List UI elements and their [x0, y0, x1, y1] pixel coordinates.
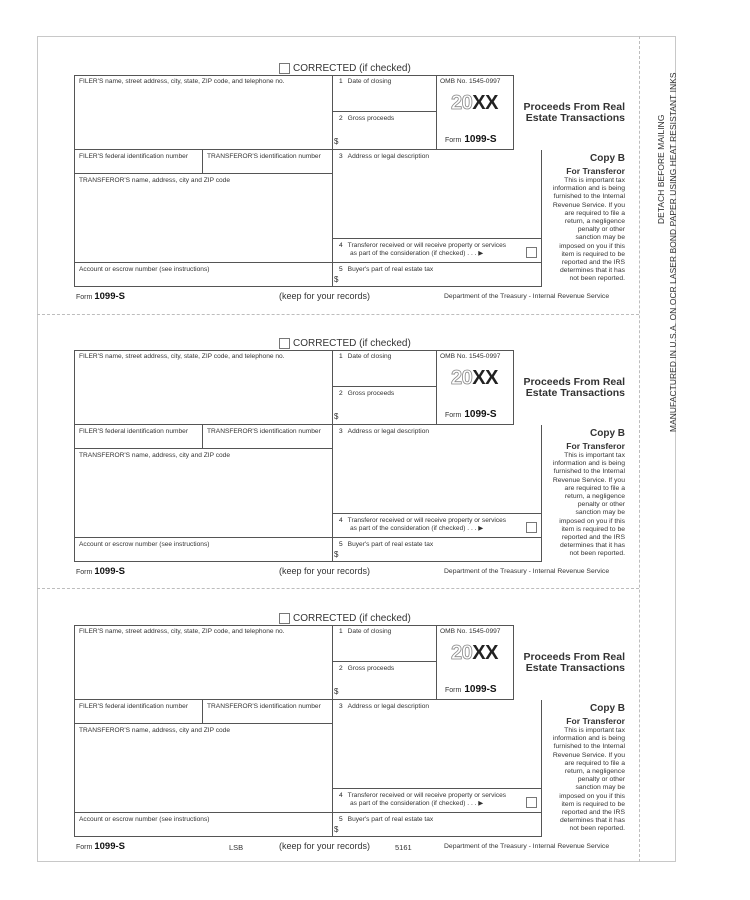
notice-line: furnished to the Internal — [553, 193, 625, 201]
tax-year — [451, 92, 498, 114]
box4-label-line-1: Transferor received or will receive property or services — [347, 242, 507, 249]
box1-date-of-closing[interactable] — [333, 75, 437, 112]
omb-year-box — [437, 625, 514, 700]
footer-keep-records: (keep for your records) — [279, 566, 371, 576]
year-suffix: XX — [472, 92, 498, 114]
horizontal-perforation-1 — [37, 314, 639, 315]
copy-b-notice — [542, 152, 625, 284]
corrected-checkbox[interactable] — [279, 338, 290, 349]
box1-number: 1 — [339, 353, 343, 360]
filer-name-label: FILER'S name, street address, city, state, ZIP code, and telephone no. — [79, 78, 285, 85]
form-word: Form — [445, 412, 462, 419]
tax-notice-text — [542, 452, 625, 559]
box5-dollar-sign: $ — [334, 275, 339, 284]
detach-notice: DETACH BEFORE MAILING — [656, 114, 666, 224]
form-number: 1099-S — [464, 684, 497, 695]
notice-line: not been reported. — [569, 825, 625, 833]
footer-form-id — [76, 291, 125, 302]
box3-address[interactable] — [333, 700, 542, 789]
footer-form-number: 1099-S — [94, 841, 125, 852]
year-prefix: 20 — [451, 642, 473, 664]
box1-date-of-closing[interactable] — [333, 625, 437, 662]
filer-name-label: FILER'S name, street address, city, state, ZIP code, and telephone no. — [79, 628, 285, 635]
footer-department: Department of the Treasury - Internal Revenue Service — [444, 293, 610, 300]
account-label: Account or escrow number (see instructions) — [79, 816, 210, 823]
title-line-1: Proceeds From Real — [523, 101, 625, 113]
account-label: Account or escrow number (see instructions) — [79, 541, 210, 548]
corrected-checkbox-row[interactable] — [279, 612, 411, 625]
box5-dollar-sign: $ — [334, 550, 339, 559]
tax-notice-text — [542, 177, 625, 284]
box5-label: Buyer's part of real estate tax — [347, 541, 434, 548]
notice-line: sanction may be — [575, 784, 625, 792]
box2-label: Gross proceeds — [347, 115, 395, 122]
box3-label: Address or legal description — [347, 703, 430, 710]
notice-line: sanction may be — [575, 509, 625, 517]
box2-label: Gross proceeds — [347, 390, 395, 397]
box1-label: Date of closing — [347, 628, 392, 635]
filer-fid-box[interactable] — [74, 425, 203, 449]
footer-form-word: Form — [76, 569, 93, 576]
form-word: Form — [445, 137, 462, 144]
notice-line: determines that it has — [560, 817, 625, 825]
copy-label: Copy B — [590, 153, 625, 164]
corrected-label: CORRECTED (if checked) — [293, 63, 411, 74]
box3-address[interactable] — [333, 425, 542, 514]
footer-form-id — [76, 566, 125, 577]
year-prefix: 20 — [451, 92, 473, 114]
filer-name-label: FILER'S name, street address, city, state, ZIP code, and telephone no. — [79, 353, 285, 360]
form-id — [445, 686, 497, 695]
footer-form-word: Form — [76, 844, 93, 851]
box4-checkbox[interactable] — [526, 797, 537, 808]
form-number: 1099-S — [464, 409, 497, 420]
notice-line: item is required to be — [561, 525, 625, 533]
omb-year-box — [437, 350, 514, 425]
footer-form-id — [76, 841, 125, 852]
box2-number: 2 — [339, 665, 343, 672]
notice-line: furnished to the Internal — [553, 468, 625, 476]
transferor-name-label: TRANSFEROR'S name, address, city and ZIP code — [79, 452, 231, 459]
notice-line: information and is being — [552, 735, 625, 743]
year-prefix: 20 — [451, 367, 473, 389]
notice-line: imposed on you if this — [559, 242, 625, 250]
corrected-label: CORRECTED (if checked) — [293, 613, 411, 624]
box5-label: Buyer's part of real estate tax — [347, 266, 434, 273]
box4-number: 4 — [339, 792, 343, 799]
footer-form-number: 1099-S — [94, 566, 125, 577]
filer-fid-box[interactable] — [74, 700, 203, 724]
notice-line: reported and the IRS — [561, 809, 625, 817]
copy-label: Copy B — [590, 703, 625, 714]
notice-line: reported and the IRS — [561, 259, 625, 267]
footer-lsb: LSB — [229, 843, 244, 852]
transferor-name-box[interactable] — [74, 449, 333, 538]
notice-line: information and is being — [552, 185, 625, 193]
box2-gross-proceeds[interactable] — [333, 662, 437, 700]
box2-dollar-sign: $ — [334, 137, 339, 146]
box1-label: Date of closing — [347, 353, 392, 360]
box4-label-line-1: Transferor received or will receive property or services — [347, 792, 507, 799]
omb-number: OMB No. 1545-0997 — [440, 353, 501, 360]
notice-line: sanction may be — [575, 234, 625, 242]
corrected-checkbox-row[interactable] — [279, 62, 411, 75]
box5-number: 5 — [339, 266, 343, 273]
notice-line: This is important tax — [564, 727, 625, 734]
copy-b-notice — [542, 702, 625, 834]
omb-year-box — [437, 75, 514, 150]
form-copy-2 — [74, 337, 629, 587]
box2-dollar-sign: $ — [334, 412, 339, 421]
account-number-box[interactable] — [74, 813, 333, 837]
transferor-name-box[interactable] — [74, 724, 333, 813]
filer-fid-box[interactable] — [74, 150, 203, 174]
notice-line: information and is being — [552, 460, 625, 468]
transferor-id-box[interactable] — [203, 425, 333, 449]
transferor-id-box[interactable] — [203, 700, 333, 724]
transferor-name-box[interactable] — [74, 174, 333, 263]
notice-line: return, a negligence — [564, 218, 625, 226]
box4-label-line-2: as part of the consideration (if checked) . . . ▶ — [350, 525, 484, 532]
box1-number: 1 — [339, 628, 343, 635]
box4-checkbox[interactable] — [526, 247, 537, 258]
box5-buyers-tax[interactable] — [333, 538, 542, 562]
tax-year — [451, 367, 498, 389]
box3-label: Address or legal description — [347, 428, 430, 435]
transferor-id-box[interactable] — [203, 150, 333, 174]
box2-number: 2 — [339, 390, 343, 397]
box3-number: 3 — [339, 703, 343, 710]
transferor-id-label: TRANSFEROR'S identification number — [207, 428, 321, 435]
box4-number: 4 — [339, 242, 343, 249]
transferor-id-label: TRANSFEROR'S identification number — [207, 703, 321, 710]
account-number-box[interactable] — [74, 538, 333, 562]
tax-year — [451, 642, 498, 664]
filer-name-box[interactable] — [74, 350, 333, 425]
notice-line: This is important tax — [564, 177, 625, 184]
omb-number: OMB No. 1545-0997 — [440, 78, 501, 85]
footer-department: Department of the Treasury - Internal Revenue Service — [444, 568, 610, 575]
box5-label: Buyer's part of real estate tax — [347, 816, 434, 823]
transferor-name-label: TRANSFEROR'S name, address, city and ZIP code — [79, 177, 231, 184]
title-line-1: Proceeds From Real — [523, 651, 625, 663]
notice-line: This is important tax — [564, 452, 625, 459]
box1-date-of-closing[interactable] — [333, 350, 437, 387]
copy-subtitle: For Transferor — [566, 166, 625, 176]
box5-buyers-tax[interactable] — [333, 263, 542, 287]
filer-name-box[interactable] — [74, 75, 333, 150]
box3-number: 3 — [339, 153, 343, 160]
notice-line: Revenue Service. If you — [552, 751, 625, 759]
title-line-2: Estate Transactions — [525, 387, 625, 399]
notice-line: are required to file a — [564, 484, 625, 492]
filer-fid-label: FILER'S federal identification number — [79, 703, 189, 710]
box2-dollar-sign: $ — [334, 687, 339, 696]
box1-number: 1 — [339, 78, 343, 85]
box4-label-line-1: Transferor received or will receive property or services — [347, 517, 507, 524]
notice-line: return, a negligence — [564, 493, 625, 501]
filer-name-box[interactable] — [74, 625, 333, 700]
form-title — [514, 652, 625, 674]
notice-line: Revenue Service. If you — [552, 476, 625, 484]
filer-fid-label: FILER'S federal identification number — [79, 153, 189, 160]
year-suffix: XX — [472, 642, 498, 664]
box5-number: 5 — [339, 816, 343, 823]
box3-label: Address or legal description — [347, 153, 430, 160]
box4-label-line-2: as part of the consideration (if checked) . . . ▶ — [350, 250, 484, 257]
box3-number: 3 — [339, 428, 343, 435]
title-line-1: Proceeds From Real — [523, 376, 625, 388]
notice-line: item is required to be — [561, 250, 625, 258]
title-line-2: Estate Transactions — [525, 662, 625, 674]
form-copy-1 — [74, 62, 629, 312]
transferor-id-label: TRANSFEROR'S identification number — [207, 153, 321, 160]
year-suffix: XX — [472, 367, 498, 389]
title-line-2: Estate Transactions — [525, 112, 625, 124]
box1-label: Date of closing — [347, 78, 392, 85]
filer-fid-label: FILER'S federal identification number — [79, 428, 189, 435]
tax-notice-text — [542, 727, 625, 834]
notice-line: imposed on you if this — [559, 517, 625, 525]
transferor-name-label: TRANSFEROR'S name, address, city and ZIP code — [79, 727, 231, 734]
notice-line: determines that it has — [560, 267, 625, 275]
form-number: 1099-S — [464, 134, 497, 145]
notice-line: penalty or other — [577, 501, 625, 509]
box5-buyers-tax[interactable] — [333, 813, 542, 837]
box4-property-services — [333, 789, 542, 813]
notice-line: return, a negligence — [564, 768, 625, 776]
box4-number: 4 — [339, 517, 343, 524]
notice-line: Revenue Service. If you — [552, 201, 625, 209]
notice-line: are required to file a — [564, 209, 625, 217]
box4-property-services — [333, 514, 542, 538]
footer-keep-records: (keep for your records) — [279, 291, 371, 301]
notice-line: item is required to be — [561, 800, 625, 808]
corrected-checkbox[interactable] — [279, 63, 290, 74]
form-copy-3 — [74, 612, 629, 862]
form-title — [514, 377, 625, 399]
notice-line: penalty or other — [577, 226, 625, 234]
box2-number: 2 — [339, 115, 343, 122]
box2-gross-proceeds[interactable] — [333, 387, 437, 425]
omb-number: OMB No. 1545-0997 — [440, 628, 501, 635]
side-margin-text — [655, 72, 687, 432]
box5-number: 5 — [339, 541, 343, 548]
notice-line: imposed on you if this — [559, 792, 625, 800]
box3-address[interactable] — [333, 150, 542, 239]
copy-b-notice — [542, 427, 625, 559]
form-id — [445, 411, 497, 420]
footer-form-number: 1099-S — [94, 291, 125, 302]
box5-dollar-sign: $ — [334, 825, 339, 834]
copy-subtitle: For Transferor — [566, 441, 625, 451]
corrected-checkbox[interactable] — [279, 613, 290, 624]
box4-checkbox[interactable] — [526, 522, 537, 533]
notice-line: penalty or other — [577, 776, 625, 784]
copy-label: Copy B — [590, 428, 625, 439]
notice-line: not been reported. — [569, 275, 625, 283]
form-id — [445, 136, 497, 145]
copy-subtitle: For Transferor — [566, 716, 625, 726]
notice-line: reported and the IRS — [561, 534, 625, 542]
box2-label: Gross proceeds — [347, 665, 395, 672]
box4-property-services — [333, 239, 542, 263]
box2-gross-proceeds[interactable] — [333, 112, 437, 150]
box4-label-line-2: as part of the consideration (if checked) . . . ▶ — [350, 800, 484, 807]
manufacture-notice: MANUFACTURED IN U.S.A. ON OCR LASER BOND PAPER USING HEAT RESISTANT INKS — [668, 72, 678, 432]
form-title — [514, 102, 625, 124]
footer-code: 5161 — [395, 843, 412, 852]
vertical-perforation — [639, 36, 640, 862]
notice-line: determines that it has — [560, 542, 625, 550]
corrected-label: CORRECTED (if checked) — [293, 338, 411, 349]
form-word: Form — [445, 687, 462, 694]
account-label: Account or escrow number (see instructions) — [79, 266, 210, 273]
footer-keep-records: (keep for your records) — [279, 841, 371, 851]
notice-line: are required to file a — [564, 759, 625, 767]
notice-line: furnished to the Internal — [553, 743, 625, 751]
account-number-box[interactable] — [74, 263, 333, 287]
corrected-checkbox-row[interactable] — [279, 337, 411, 350]
footer-form-word: Form — [76, 294, 93, 301]
horizontal-perforation-2 — [37, 588, 639, 589]
footer-department: Department of the Treasury - Internal Revenue Service — [444, 843, 610, 850]
notice-line: not been reported. — [569, 550, 625, 558]
